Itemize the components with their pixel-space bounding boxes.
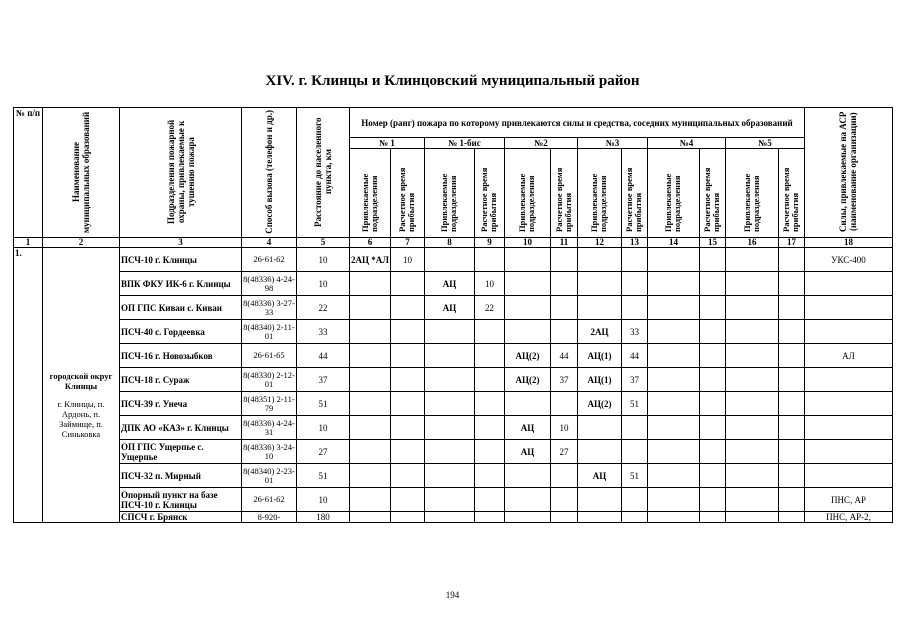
fire-forces-table <box>13 107 893 523</box>
assigned-unit: АЦ(2) <box>504 368 550 392</box>
assigned-unit <box>350 464 391 488</box>
sub-time: Расчетное время прибытия <box>479 167 499 232</box>
arrival-time <box>474 320 504 344</box>
assigned-unit <box>647 488 699 512</box>
assigned-unit <box>424 344 474 368</box>
distance-km: 180 <box>297 512 350 523</box>
unit-name: ПСЧ-39 г. Унеча <box>120 392 242 416</box>
arrival-time <box>474 248 504 272</box>
call-phone: 8(48336) 3-27-33 <box>242 296 297 320</box>
unit-name: ПСЧ-32 п. Мирный <box>120 464 242 488</box>
asr-forces <box>804 416 892 440</box>
arrival-time <box>550 296 577 320</box>
assigned-unit <box>725 344 778 368</box>
unit-name: ПСЧ-16 г. Новозыбков <box>120 344 242 368</box>
assigned-unit <box>504 392 550 416</box>
page-title: XIV. г. Клинцы и Клинцовский муниципальный район <box>265 73 640 89</box>
col-num: 7 <box>390 238 424 248</box>
rank-4: №4 <box>647 138 725 149</box>
sub-units: Привлекаемые подразделения <box>359 173 379 232</box>
arrival-time <box>621 248 647 272</box>
call-phone: 8(48340) 2-11-01 <box>242 320 297 344</box>
col-num: 6 <box>350 238 391 248</box>
table-row <box>14 344 893 368</box>
assigned-unit <box>504 248 550 272</box>
assigned-unit <box>350 368 391 392</box>
arrival-time <box>778 392 804 416</box>
assigned-unit <box>647 440 699 464</box>
arrival-time: 27 <box>550 440 577 464</box>
arrival-time <box>699 488 725 512</box>
arrival-time: 44 <box>621 344 647 368</box>
asr-forces <box>804 368 892 392</box>
col-num: 2 <box>43 238 120 248</box>
header-fire-rank-group: Номер (ранг) пожара по которому привлекаются силы и средства, соседних муниципальных образований <box>350 108 805 138</box>
call-phone: 8(48336) 4-24-31 <box>242 416 297 440</box>
column-number-row <box>14 238 893 248</box>
assigned-unit <box>725 368 778 392</box>
assigned-unit <box>424 488 474 512</box>
assigned-unit <box>424 464 474 488</box>
assigned-unit <box>725 416 778 440</box>
header-district: Наименование муниципальных образований <box>71 110 91 233</box>
call-phone: 8(48351) 2-11-79 <box>242 392 297 416</box>
header-num: № п/п <box>14 108 43 238</box>
col-num: 13 <box>621 238 647 248</box>
assigned-unit: АЦ <box>504 416 550 440</box>
distance-km: 33 <box>297 320 350 344</box>
assigned-unit <box>350 272 391 296</box>
table-row <box>14 416 893 440</box>
arrival-time <box>778 488 804 512</box>
assigned-unit <box>424 512 474 523</box>
assigned-unit <box>725 272 778 296</box>
assigned-unit: АЦ(2) <box>504 344 550 368</box>
call-phone: 8-920- <box>242 512 297 523</box>
sub-time: Расчетное время прибытия <box>397 167 417 232</box>
col-num: 3 <box>120 238 242 248</box>
call-phone: 8(48336) 4-24-98 <box>242 272 297 296</box>
distance-km: 51 <box>297 392 350 416</box>
assigned-unit <box>647 416 699 440</box>
arrival-time: 10 <box>550 416 577 440</box>
table-row <box>14 368 893 392</box>
assigned-unit <box>577 488 621 512</box>
assigned-unit <box>350 344 391 368</box>
col-num: 1 <box>14 238 43 248</box>
table-row <box>14 464 893 488</box>
sub-units: Привлекаемые подразделения <box>517 173 537 232</box>
arrival-time <box>621 440 647 464</box>
call-phone: 26-61-65 <box>242 344 297 368</box>
col-num: 12 <box>577 238 621 248</box>
unit-name: ОП ГПС Ущерпье с. Ущерпье <box>120 440 242 464</box>
arrival-time <box>699 248 725 272</box>
arrival-time <box>699 440 725 464</box>
assigned-unit <box>350 320 391 344</box>
call-phone: 26-61-62 <box>242 248 297 272</box>
table-row <box>14 488 893 512</box>
assigned-unit <box>424 248 474 272</box>
col-num: 4 <box>242 238 297 248</box>
asr-forces: ПНС, АР <box>804 488 892 512</box>
arrival-time <box>474 464 504 488</box>
table-row <box>14 512 893 523</box>
arrival-time <box>550 512 577 523</box>
unit-name: Опорный пункт на базе ПСЧ-10 г. Клинцы <box>120 488 242 512</box>
arrival-time <box>390 464 424 488</box>
assigned-unit <box>647 344 699 368</box>
arrival-time <box>699 272 725 296</box>
assigned-unit: 2АЦ <box>577 320 621 344</box>
col-num: 11 <box>550 238 577 248</box>
arrival-time <box>699 344 725 368</box>
arrival-time: 10 <box>390 248 424 272</box>
arrival-time: 10 <box>474 272 504 296</box>
assigned-unit: 2АЦ *АЛ <box>350 248 391 272</box>
arrival-time <box>390 344 424 368</box>
assigned-unit <box>504 512 550 523</box>
distance-km: 37 <box>297 368 350 392</box>
assigned-unit <box>725 440 778 464</box>
assigned-unit <box>647 368 699 392</box>
arrival-time <box>699 368 725 392</box>
col-num: 9 <box>474 238 504 248</box>
arrival-time <box>550 248 577 272</box>
arrival-time <box>474 416 504 440</box>
assigned-unit <box>424 440 474 464</box>
asr-forces: УКС-400 <box>804 248 892 272</box>
arrival-time <box>778 368 804 392</box>
arrival-time <box>778 440 804 464</box>
assigned-unit <box>647 464 699 488</box>
col-num: 17 <box>778 238 804 248</box>
unit-name: ПСЧ-18 г. Сураж <box>120 368 242 392</box>
table-row <box>14 296 893 320</box>
asr-forces <box>804 392 892 416</box>
unit-name: СПСЧ г. Брянск <box>120 512 242 523</box>
arrival-time <box>778 272 804 296</box>
assigned-unit <box>577 296 621 320</box>
table-row <box>14 392 893 416</box>
arrival-time <box>474 368 504 392</box>
row-number: 1. <box>14 248 43 523</box>
arrival-time <box>778 296 804 320</box>
assigned-unit <box>725 512 778 523</box>
arrival-time <box>699 416 725 440</box>
arrival-time <box>550 488 577 512</box>
assigned-unit <box>350 392 391 416</box>
arrival-time <box>778 464 804 488</box>
arrival-time <box>474 344 504 368</box>
asr-forces <box>804 464 892 488</box>
assigned-unit <box>725 464 778 488</box>
rank-2: №2 <box>504 138 577 149</box>
table-row <box>14 440 893 464</box>
asr-forces <box>804 320 892 344</box>
arrival-time <box>390 440 424 464</box>
arrival-time <box>778 248 804 272</box>
arrival-time: 37 <box>550 368 577 392</box>
arrival-time <box>550 464 577 488</box>
arrival-time <box>778 320 804 344</box>
assigned-unit <box>725 488 778 512</box>
assigned-unit <box>725 296 778 320</box>
rank-5: №5 <box>725 138 804 149</box>
sub-units: Привлекаемые подразделения <box>589 173 609 232</box>
assigned-unit <box>725 392 778 416</box>
distance-km: 27 <box>297 440 350 464</box>
assigned-unit <box>647 512 699 523</box>
arrival-time: 44 <box>550 344 577 368</box>
arrival-time <box>390 488 424 512</box>
sub-time: Расчетное время прибытия <box>702 167 722 232</box>
assigned-unit <box>577 440 621 464</box>
sub-units: Привлекаемые подразделения <box>741 173 761 232</box>
assigned-unit <box>350 512 391 523</box>
assigned-unit <box>504 296 550 320</box>
rank-3: №3 <box>577 138 647 149</box>
arrival-time <box>778 416 804 440</box>
assigned-unit <box>424 320 474 344</box>
header-call-method: Способ вызова (телефон и др.) <box>264 109 274 234</box>
assigned-unit: АЦ <box>424 272 474 296</box>
header-units: Подразделения пожарной охраны, привлекаемые к тушению пожара <box>165 119 196 224</box>
arrival-time <box>699 512 725 523</box>
asr-forces <box>804 440 892 464</box>
arrival-time: 51 <box>621 392 647 416</box>
header-distance: Расстояние до населенного пункта, км <box>313 116 333 227</box>
arrival-time <box>778 512 804 523</box>
arrival-time <box>621 488 647 512</box>
table-row <box>14 248 893 272</box>
sub-time: Расчетное время прибытия <box>624 167 644 232</box>
arrival-time <box>390 416 424 440</box>
assigned-unit <box>504 272 550 296</box>
col-num: 15 <box>699 238 725 248</box>
arrival-time: 22 <box>474 296 504 320</box>
arrival-time <box>390 512 424 523</box>
assigned-unit <box>350 416 391 440</box>
assigned-unit <box>504 464 550 488</box>
unit-name: ПСЧ-10 г. Клинцы <box>120 248 242 272</box>
arrival-time <box>550 392 577 416</box>
col-num: 10 <box>504 238 550 248</box>
unit-name: ВПК ФКУ ИК-6 г. Клинцы <box>120 272 242 296</box>
arrival-time <box>699 320 725 344</box>
unit-name: ДПК АО «КАЗ» г. Клинцы <box>120 416 242 440</box>
page-number: 194 <box>445 590 460 600</box>
arrival-time <box>474 488 504 512</box>
assigned-unit <box>350 440 391 464</box>
assigned-unit <box>424 368 474 392</box>
arrival-time <box>621 272 647 296</box>
col-num: 16 <box>725 238 778 248</box>
asr-forces: АЛ <box>804 344 892 368</box>
arrival-time <box>390 296 424 320</box>
assigned-unit <box>647 248 699 272</box>
assigned-unit <box>725 248 778 272</box>
arrival-time <box>621 512 647 523</box>
assigned-unit <box>350 296 391 320</box>
district-cell <box>43 248 120 523</box>
distance-km: 10 <box>297 488 350 512</box>
arrival-time <box>621 416 647 440</box>
assigned-unit: АЦ(1) <box>577 368 621 392</box>
arrival-time <box>699 392 725 416</box>
assigned-unit: АЦ <box>504 440 550 464</box>
table-row <box>14 272 893 296</box>
arrival-time <box>390 272 424 296</box>
arrival-time <box>474 512 504 523</box>
arrival-time <box>550 320 577 344</box>
col-num: 8 <box>424 238 474 248</box>
assigned-unit <box>647 320 699 344</box>
arrival-time <box>474 392 504 416</box>
assigned-unit: АЦ(1) <box>577 344 621 368</box>
arrival-time <box>699 296 725 320</box>
distance-km: 22 <box>297 296 350 320</box>
asr-forces <box>804 272 892 296</box>
distance-km: 10 <box>297 416 350 440</box>
call-phone: 26-61-62 <box>242 488 297 512</box>
assigned-unit: АЦ(2) <box>577 392 621 416</box>
sub-time: Расчетное время прибытия <box>553 167 573 232</box>
distance-km: 10 <box>297 248 350 272</box>
assigned-unit <box>647 296 699 320</box>
assigned-unit <box>504 320 550 344</box>
arrival-time <box>621 296 647 320</box>
asr-forces: ПНС, АР-2, <box>804 512 892 523</box>
assigned-unit <box>577 416 621 440</box>
arrival-time: 37 <box>621 368 647 392</box>
distance-km: 51 <box>297 464 350 488</box>
arrival-time <box>778 344 804 368</box>
assigned-unit <box>424 392 474 416</box>
distance-km: 44 <box>297 344 350 368</box>
col-num: 18 <box>804 238 892 248</box>
arrival-time <box>390 392 424 416</box>
asr-forces <box>804 296 892 320</box>
unit-name: ОП ГПС Киваи с. Киваи <box>120 296 242 320</box>
assigned-unit <box>504 488 550 512</box>
assigned-unit <box>424 416 474 440</box>
arrival-time <box>390 368 424 392</box>
sub-units: Привлекаемые подразделения <box>663 173 683 232</box>
assigned-unit: АЦ <box>577 464 621 488</box>
rank-1-bis: № 1-бис <box>424 138 504 149</box>
assigned-unit <box>577 248 621 272</box>
col-num: 14 <box>647 238 699 248</box>
assigned-unit: АЦ <box>424 296 474 320</box>
sub-units: Привлекаемые подразделения <box>439 173 459 232</box>
arrival-time: 33 <box>621 320 647 344</box>
district-places: г. Клинцы, п. Ардонь, п. Займище, п. Синьковка <box>57 399 105 439</box>
assigned-unit <box>647 392 699 416</box>
assigned-unit <box>577 512 621 523</box>
assigned-unit <box>577 272 621 296</box>
call-phone: 8(48340) 2-23-01 <box>242 464 297 488</box>
sub-time: Расчетное время прибытия <box>781 167 801 232</box>
call-phone: 8(48330) 2-12-01 <box>242 368 297 392</box>
arrival-time: 51 <box>621 464 647 488</box>
district-name: городской округ Клинцы <box>49 371 113 391</box>
arrival-time <box>550 272 577 296</box>
call-phone: 8(48336) 3-24-10 <box>242 440 297 464</box>
unit-name: ПСЧ-40 с. Гордеевка <box>120 320 242 344</box>
assigned-unit <box>350 488 391 512</box>
assigned-unit <box>647 272 699 296</box>
col-num: 5 <box>297 238 350 248</box>
assigned-unit <box>725 320 778 344</box>
header-asr: Силы, привлекаемые на АСР (наименование организации) <box>838 111 859 232</box>
arrival-time <box>699 464 725 488</box>
table-row <box>14 320 893 344</box>
arrival-time <box>474 440 504 464</box>
arrival-time <box>390 320 424 344</box>
distance-km: 10 <box>297 272 350 296</box>
rank-1: № 1 <box>350 138 425 149</box>
